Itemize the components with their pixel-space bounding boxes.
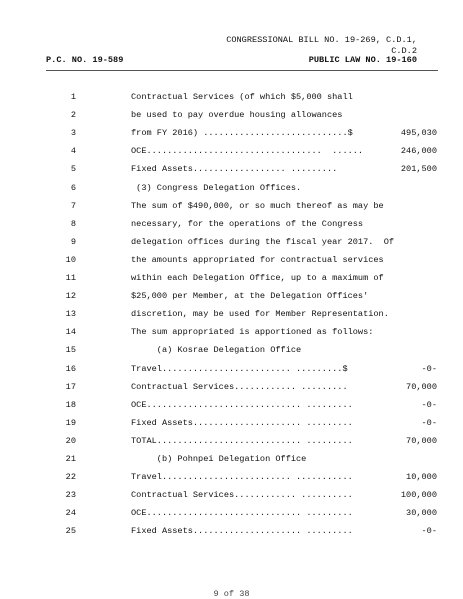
- bill-line: [0, 468, 463, 486]
- line-number: 11: [65, 273, 76, 283]
- line-number: 6: [70, 182, 76, 193]
- bill-line: [0, 160, 463, 178]
- line-text: OCE.............................. .........: [131, 399, 353, 410]
- bill-line: [0, 142, 463, 160]
- line-number: 15: [65, 345, 76, 356]
- line-text: discretion, may be used for Member Representation.: [131, 309, 389, 320]
- line-number: 16: [65, 363, 76, 374]
- pc-number: P.C. NO. 19-589: [46, 55, 124, 65]
- line-number: 22: [65, 472, 76, 483]
- line-text: The sum of $490,000, or so much thereof as may be: [131, 200, 384, 211]
- line-text: Contractual Services............ .........: [131, 381, 348, 392]
- line-number: 14: [65, 327, 76, 338]
- line-number: 1: [70, 92, 76, 102]
- line-amount: -0-: [421, 526, 437, 537]
- line-number: 9: [70, 236, 76, 247]
- bill-line: [0, 106, 463, 124]
- bill-line: [0, 305, 463, 323]
- bill-line: [0, 360, 463, 378]
- line-text: delegation offices during the fiscal year 2017. Of: [131, 236, 395, 247]
- public-law-number: PUBLIC LAW NO. 19-160: [308, 55, 417, 65]
- line-number: 25: [65, 526, 76, 537]
- page-footer: 9 of 38: [213, 589, 250, 599]
- bill-line: [0, 486, 463, 504]
- bill-line: [0, 251, 463, 269]
- bill-line: [0, 450, 463, 468]
- line-amount: -0-: [421, 417, 437, 428]
- line-amount: 246,000: [400, 146, 437, 157]
- line-text: Fixed Assets..................... .........: [131, 417, 353, 428]
- bill-line: [0, 197, 463, 215]
- line-text: OCE.............................. .........: [131, 508, 353, 519]
- line-text: Fixed Assets..................... .........: [131, 526, 353, 537]
- line-number: 13: [65, 309, 76, 320]
- line-number: 2: [70, 110, 76, 121]
- line-amount: -0-: [421, 363, 437, 374]
- line-number: 3: [70, 128, 76, 139]
- bill-line: [0, 522, 463, 540]
- line-number: 19: [65, 417, 76, 428]
- line-text: TOTAL............................ .........: [131, 435, 353, 446]
- bill-line: [0, 323, 463, 341]
- line-text: be used to pay overdue housing allowances: [131, 110, 343, 121]
- line-text: the amounts appropriated for contractual services: [131, 254, 384, 265]
- line-amount: 70,000: [406, 381, 437, 392]
- line-text: Travel......................... ...........: [131, 472, 353, 483]
- line-amount: 10,000: [406, 472, 437, 483]
- line-amount: -0-: [421, 399, 437, 410]
- line-number: 24: [65, 508, 76, 519]
- bill-line: [0, 341, 463, 359]
- line-number: 5: [70, 164, 76, 175]
- line-number: 10: [65, 254, 76, 265]
- line-text: within each Delegation Office, up to a maximum of: [131, 273, 384, 283]
- bill-line: [0, 287, 463, 305]
- bill-line: [0, 179, 463, 197]
- bill-number-line1: CONGRESSIONAL BILL NO. 19-269, C.D.1,: [226, 35, 417, 45]
- line-number: 18: [65, 399, 76, 410]
- line-amount: 70,000: [406, 435, 437, 446]
- line-amount: 495,030: [400, 128, 437, 139]
- line-number: 21: [65, 454, 76, 464]
- bill-line: [0, 233, 463, 251]
- line-number: 20: [65, 435, 76, 446]
- bill-line: [0, 432, 463, 450]
- line-text: Travel......................... .........$: [131, 363, 348, 374]
- line-number: 12: [65, 291, 76, 302]
- line-text: The sum appropriated is apportioned as follows:: [131, 327, 374, 338]
- line-number: 7: [70, 200, 76, 211]
- line-text: OCE.................................. ......: [131, 146, 364, 157]
- line-text: (a) Kosrae Delegation Office: [131, 345, 302, 356]
- line-text: (b) Pohnpei Delegation Office: [131, 454, 307, 464]
- line-amount: 201,500: [400, 164, 437, 175]
- line-number: 23: [65, 490, 76, 501]
- line-number: 4: [70, 146, 76, 157]
- line-text: $25,000 per Member, at the Delegation Offices': [131, 291, 369, 302]
- line-text: Contractual Services............ ..........: [131, 490, 353, 501]
- line-text: Contractual Services (of which $5,000 shall: [131, 92, 353, 102]
- line-text: from FY 2016) ............................$: [131, 128, 353, 139]
- bill-line: [0, 215, 463, 233]
- bill-line: [0, 378, 463, 396]
- bill-line: [0, 88, 463, 106]
- line-amount: 100,000: [400, 490, 437, 501]
- bill-line: [0, 504, 463, 522]
- line-number: 8: [70, 218, 76, 229]
- bill-number-line2: C.D.2: [391, 46, 417, 56]
- bill-line: [0, 124, 463, 142]
- bill-line: [0, 269, 463, 287]
- line-number: 17: [65, 381, 76, 392]
- line-text: necessary, for the operations of the Congress: [131, 218, 364, 229]
- line-text: (3) Congress Delegation Offices.: [131, 182, 302, 193]
- line-text: Fixed Assets.................. .........: [131, 164, 338, 175]
- line-amount: 30,000: [406, 508, 437, 519]
- header-rule: [46, 70, 438, 71]
- bill-line: [0, 396, 463, 414]
- bill-line: [0, 414, 463, 432]
